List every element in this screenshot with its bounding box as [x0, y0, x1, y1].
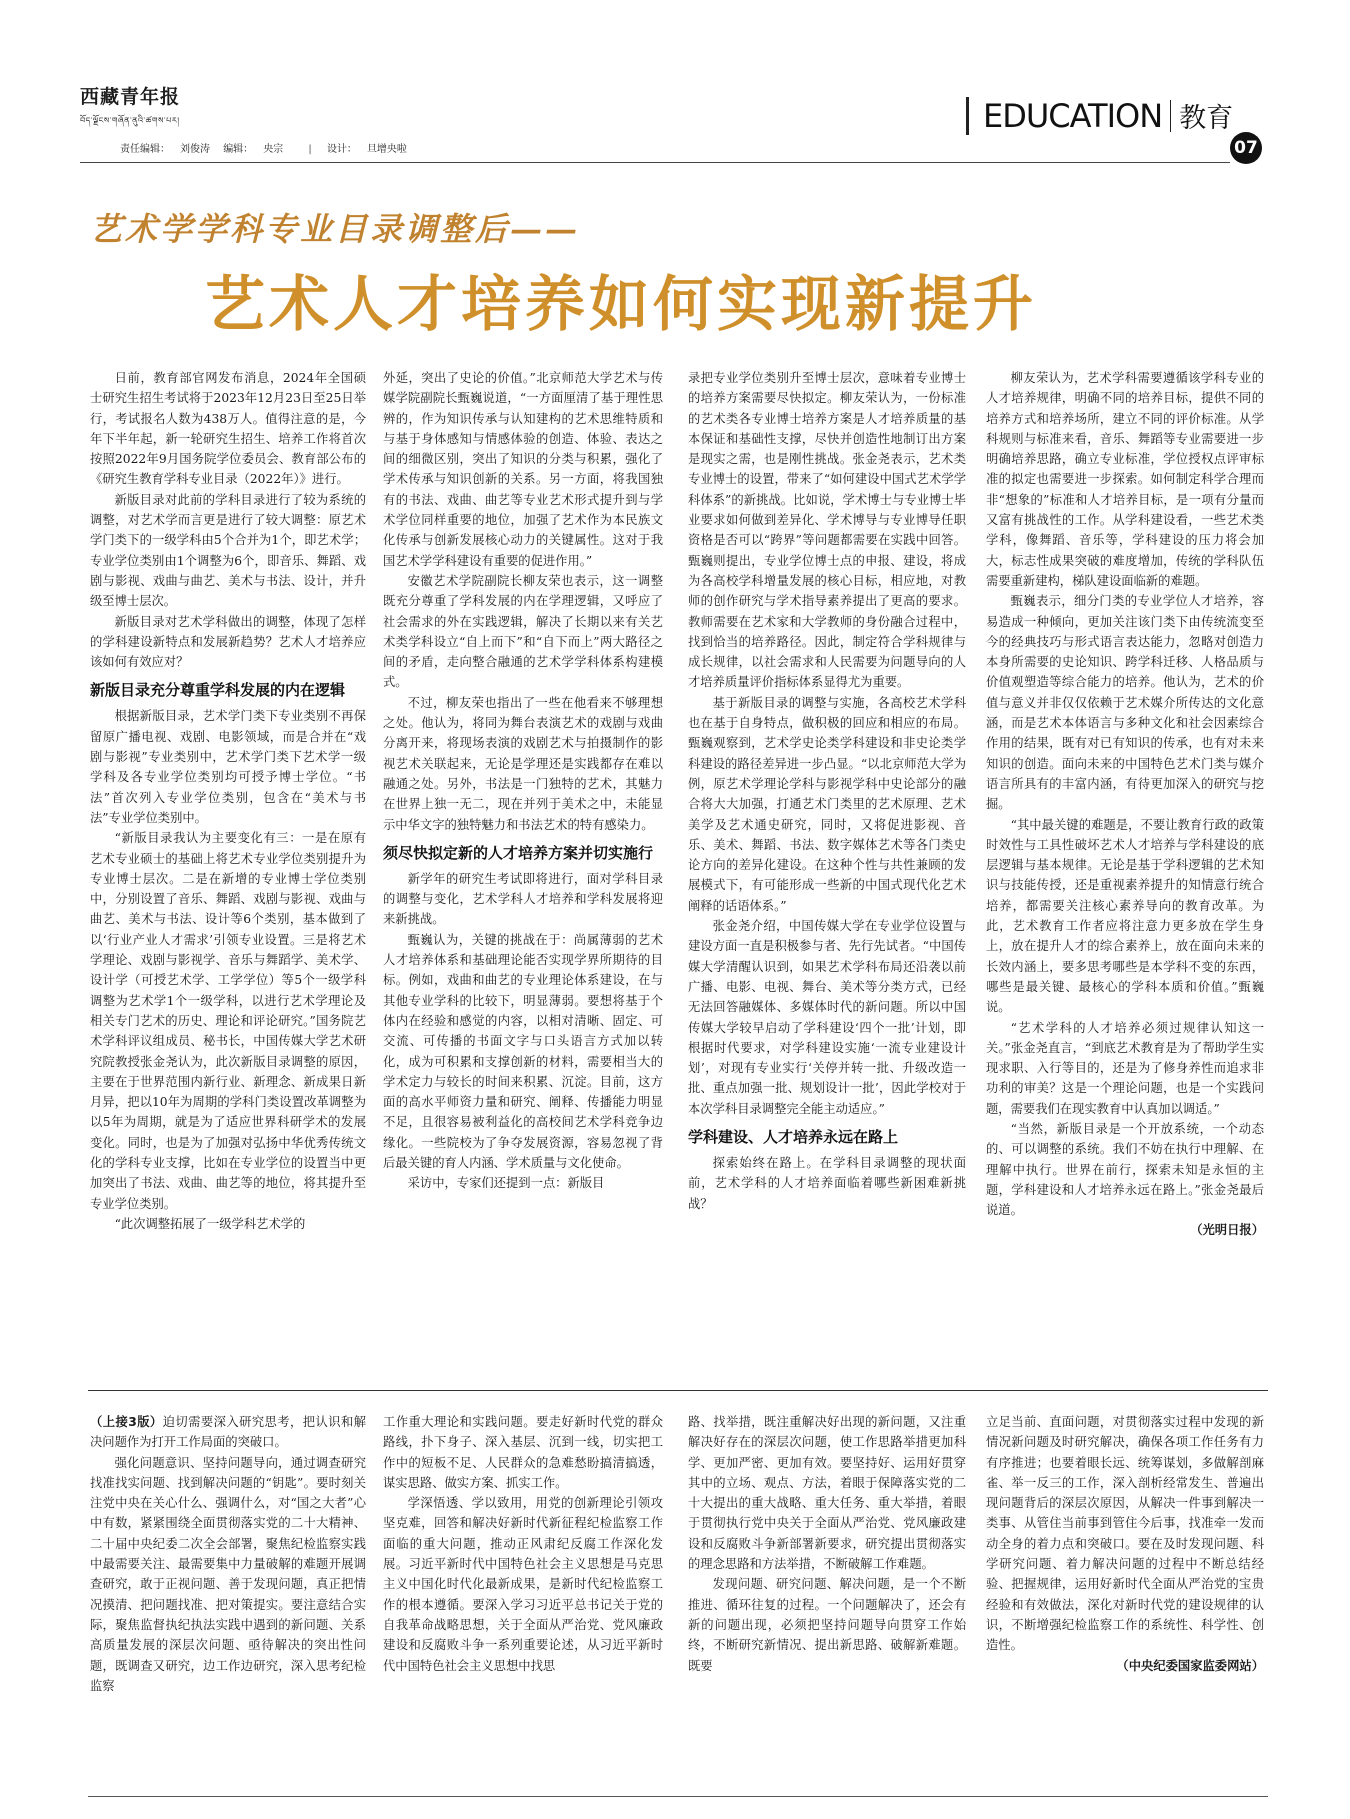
copy-editor-name: 央宗	[263, 144, 284, 155]
subheading: 须尽快拟定新的人才培养方案并切实施行	[383, 843, 654, 862]
copy-editor-label: 编辑：	[223, 144, 254, 155]
newspaper-name: 西藏青年报	[80, 86, 181, 108]
subheading: 学科建设、人才培养永远在路上	[688, 1127, 899, 1146]
paragraph: 学深悟透、学以致用，用党的创新理论引领攻坚克难，回答和解决好新时代新征程纪检监察工作面临的重大问题，推动正风肃纪反腐工作深化发展。习近平新时代中国特色社会主义思想是马克思主义中国化时代化最新成果，是新时代纪检监察工作的根本遵循。要深入学习习近平总书记关于党的自我革命战略思想，关于全面从严治党、党风廉政建设和反腐败斗争一系列重要论述，从习近平新时代中国特色社会主义思想中找思	[383, 1496, 663, 1673]
paragraph: 不过，柳友荣也指出了一些在他看来不够理想之处。他认为，将同为舞台表演艺术的戏剧与戏曲分离开来，将现场表演的戏剧艺术与拍摄制作的影视艺术关联起来，无论是学理还是实践都存在难以融通之处。另外，书法是一门独特的艺术，其魅力在世界上独一无二，现在并列于美术之中，未能显示中华文字的独特魅力和书法艺术的特有感染力。	[383, 695, 663, 832]
paragraph: 基于新版目录的调整与实施，各高校艺术学科也在基于自身特点，做积极的回应和相应的布局。甄巍观察到，艺术学史论类学科建设和非史论类学科建设的路径差异进一步凸显。“以北京师范大学为例，原艺术学理论学科与影视学科中史论部分的融合将大大加强，打通艺术门类里的艺术原理、艺术美学及艺术通史研究，同时，又将促进影视、音乐、美术、舞蹈、书法、数字媒体艺术等各门类史论方向的差异化建设。在这种个性与共性兼顾的发展模式下，有可能形成一些新的中国式现代化艺术阐释的话语体系。”	[688, 695, 966, 913]
article1-source: （光明日报）	[1190, 1223, 1264, 1238]
article1-column-2	[383, 368, 663, 1358]
paragraph-text: 迫切需要深入研究思考，把认识和解决问题作为打开工作局面的突破口。	[90, 1415, 366, 1450]
masthead	[80, 82, 230, 134]
paragraph: 柳友荣认为，艺术学科需要遵循该学科专业的人才培养规律，明确不同的培养目标，提供不同的培养方式和培养场所，建立不同的评价标准。从学科规则与标准来看，音乐、舞蹈等专业需要进一步明确培养思路，确立专业标准，学位授权点评审标准的拟定也需要进一步探索。如何制定科学合理而非“想象的”标准和人才培养目标，是一项有分量而又富有挑战性的工作。从学科建设看，一些艺术类学科，像舞蹈、音乐等，学科建设的压力将会加大，标志性成果突破的难度增加，传统的学科队伍需要重新建构，梯队建设面临新的难题。	[986, 371, 1264, 588]
paragraph: 新学年的研究生考试即将进行，面对学科目录的调整与变化，艺术学科人才培养和学科发展将迎来新挑战。	[383, 871, 663, 927]
paragraph: 录把专业学位类别升至博士层次，意味着专业博士的培养方案需要尽快拟定。柳友荣认为，一份标准的艺术类各专业博士培养方案是人才培养质量的基本保证和基础性支撑，尽快并创造性地制订出方案是现实之需，也是刚性挑战。张金尧表示，艺术类专业博士的设置，带来了“如何建设中国式艺术学学科体系”的新挑战。比如说，学术博士与专业博士毕业要求如何做到差异化、学术博导与专业博导任职资格是否可以“跨界”等问题都需要在实践中回答。甄巍则提出，专业学位博士点的申报、建设，将成为各高校学科增量发展的核心目标，相应地，对教师的创作研究与学术指导素养提出了更高的要求。教师需要在艺术家和大学教师的身份融合过程中，找到恰当的培养路径。因此，制定符合学科规律与成长规律，以社会需求和人民需要为问题导向的人才培养质量评价指标体系显得尤为重要。	[688, 371, 966, 690]
designer-name: 旦增央啦	[366, 144, 407, 155]
page-number-badge: 07	[1230, 132, 1262, 164]
section-rule	[966, 97, 969, 135]
editor-label: 责任编辑：	[120, 144, 170, 155]
paragraph: “艺术学科的人才培养必须过规律认知这一关。”张金尧直言，“到底艺术教育是为了帮助学生实现求职、入行等目的，还是为了修身养性而追求非功利的审美？这是一个理论问题，也是一个实践问题，需要我们在现实教育中认真加以调适。”	[986, 1020, 1264, 1116]
paragraph: 新版目录对艺术学科做出的调整，体现了怎样的学科建设新特点和发展新趋势？艺术人才培养应该如何有效应对？	[90, 614, 366, 670]
editor-name: 刘俊涛	[180, 144, 210, 155]
article1-column-1	[90, 368, 366, 1358]
paragraph	[90, 1412, 366, 1453]
paragraph: 张金尧介绍，中国传媒大学在专业学位设置与建设方面一直是积极参与者、先行先试者。“中国传媒大学清醒认识到，如果艺术学科布局还沿袭以前广播、电影、电视、舞台、美术等分类方式，已经无法回答融媒体、多媒体时代的新问题。所以中国传媒大学较早启动了学科建设‘四个一批’计划，即根据时代要求，对学科建设实施‘一流专业建设计划’，对现有专业实行‘关停并转一批、升级改造一批、重点加强一批、规划设计一批’，因此学校对于本次学科目录调整完全能主动适应。”	[688, 919, 966, 1116]
section-title-chinese: 教育	[1179, 103, 1234, 134]
header-rule	[80, 162, 1230, 163]
paragraph: “此次调整拓展了一级学科艺术学的	[114, 1216, 306, 1231]
article-headline: 艺术人才培养如何实现新提升	[205, 270, 1037, 340]
article1-column-3	[688, 368, 966, 1358]
paragraph: “其中最关键的难题是，不要让教育行政的政策时效性与工具性破坏艺术人才培养与学科建设的底层逻辑与基本规律。无论是基于学科逻辑的艺术知识与技能传授，还是重视素养提升的知情意行统合培养，都需要关注核心素养导向的教育改革。为此，艺术教育工作者应将注意力更多放在学生身上，放在提升人才的综合素养上，放在面向未来的长效内涵上，要多思考哪些是本学科不变的东西，哪些是最关键、最核心的学科本质和价值。”甄巍说。	[986, 817, 1264, 1015]
paragraph: “当然，新版目录是一个开放系统，一个动态的、可以调整的系统。我们不妨在执行中理解、在理解中执行。世界在前行，探索未知是永恒的主题，学科建设和人才培养永远在路上。”张金尧最后说道。	[986, 1121, 1264, 1218]
section-title-english: EDUCATION	[983, 96, 1163, 135]
paragraph: 发现问题、研究问题、解决问题，是一个不断推进、循环往复的过程。一个问题解决了，还会有新的问题出现，必须把坚持问题导向贯穿工作始终，不断研究新情况、提出新思路、破解新难题。既要	[688, 1577, 966, 1673]
paragraph: 根据新版目录，艺术学门类下专业类别不再保留原广播电视、戏剧、电影领域，而是合并在“戏剧与影视”专业类别中，艺术学门类下艺术学一级学科及各专业学位类别均可授予博士学位。“书法”首次列入专业学位类别，包含在“美术与书法”专业学位类别中。	[90, 709, 366, 825]
newspaper-name-tibetan: བོད་ལྗོངས་གཞོན་ནུའི་ཚགས་པར།	[80, 116, 180, 125]
continued-from-label: （上接3版）	[90, 1415, 163, 1429]
article-divider	[88, 1390, 1268, 1391]
paragraph: 新版目录对此前的学科目录进行了较为系统的调整，对艺术学而言更是进行了较大调整：原艺术学门类下的一级学科由5个合并为1个，即艺术学；专业学位类别由1个调整为6个，即音乐、舞蹈、戏剧与影视、戏曲与曲艺、美术与书法、设计，并升级至博士层次。	[90, 492, 366, 609]
editor-credits	[120, 140, 417, 155]
article2-column-2	[383, 1412, 663, 1788]
paragraph: 工作重大理论和实践问题。要走好新时代党的群众路线，扑下身子、深入基层、沉到一线，切实把工作中的短板不足、人民群众的急难愁盼搞清搞透，谋实思路、做实方案、抓实工作。	[383, 1415, 663, 1490]
paragraph: 日前，教育部官网发布消息，2024年全国硕士研究生招生考试将于2023年12月23日至25日举行，考试报名人数为438万人。值得注意的是，今年下半年起，新一轮研究生招生、培养工作将首次按照2022年9月国务院学位委员会、教育部公布的《研究生教育学科专业目录（2022年）》进行。	[90, 371, 366, 487]
paragraph: “新版目录我认为主要变化有三：一是在原有艺术专业硕士的基础上将艺术专业学位类别提升为专业博士层次。二是在新增的专业博士学位类别中，分别设置了音乐、舞蹈、戏剧与影视、戏曲与曲艺、美术与书法、设计等6个类别，基本做到了以‘行业产业人才需求’引领专业设置。三是将艺术学理论、戏剧与影视学、音乐与舞蹈学、美术学、设计学（可授艺术学、工学学位）等5个一级学科调整为艺术学1个一级学科，以进行艺术学理论及相关专门艺术的历史、理论和评论研究。”国务院艺术学科评议组成员、秘书长，中国传媒大学艺术研究院教授张金尧认为，此次新版目录调整的原因，主要在于世界范围内新行业、新理念、新成果日新月异，把以10年为周期的学科门类设置改革调整为以5年为周期，就是为了适应世界科研学术的发展变化。同时，也是为了加强对弘扬中华优秀传统文化的学科专业支撑，比如在专业学位的设置当中更加突出了书法、戏曲、曲艺等的地位，将其提升至专业学位类别。	[90, 831, 366, 1211]
article2-column-3	[688, 1412, 966, 1788]
designer-label: 设计：	[326, 144, 357, 155]
paragraph: 外延，突出了史论的价值。”北京师范大学艺术与传媒学院副院长甄巍说道，“一方面厘清了基于理性思辨的，作为知识传承与认知建构的艺术思维特质和与基于身体感知与情感体验的创造、体验、表达之间的细微区别，突出了知识的分类与积累，强化了学术传承与知识创新的关系。另一方面，将我国独有的书法、戏曲、曲艺等专业艺术形式提升到与学术学位同样重要的地位，加强了艺术作为本民族文化传承与创新发展核心动力的关键属性。这对于我国艺术学学科建设有重要的促进作用。”	[383, 371, 663, 568]
paragraph: 采访中，专家们还提到一点：新版目	[407, 1176, 605, 1191]
subheading: 新版目录充分尊重学科发展的内在逻辑	[90, 681, 346, 700]
paragraph: 立足当前、直面问题，对贯彻落实过程中发现的新情况新问题及时研究解决，确保各项工作任务有力有序推进；也要着眼长远、统筹谋划，多做解剖麻雀、举一反三的工作，深入剖析经常发生、普遍出现问题背后的深层次原因，从解决一件事到解决一类事、从管住当前事到管住今后事，找准牵一发而动全身的着力点和突破口。要在及时发现问题、科学研究问题、着力解决问题的过程中不断总结经验、把握规律，运用好新时代全面从严治党的宝贵经验和有效做法，深化对新时代党的建设规律的认识，不断增强纪检监察工作的系统性、科学性、创造性。	[986, 1415, 1264, 1653]
paragraph: 路、找举措，既注重解决好出现的新问题，又注重解决好存在的深层次问题，使工作思路举措更加科学、更加严密、更加有效。要坚持好、运用好贯穿其中的立场、观点、方法，着眼于保障落实党的二十大提出的重大战略、重大任务、重大举措，着眼于贯彻执行党中央关于全面从严治党、党风廉政建设和反腐败斗争新部署新要求，研究提出贯彻落实的理念思路和方法举措，不断破解工作难题。	[688, 1415, 966, 1572]
credits-separator: |	[308, 144, 312, 155]
paragraph: 探索始终在路上。在学科目录调整的现状面前，艺术学科的人才培养面临着哪些新困难新挑战？	[688, 1155, 966, 1211]
footer-rule	[88, 1796, 1268, 1797]
article1-column-4	[986, 368, 1264, 1358]
paragraph: 安徽艺术学院副院长柳友荣也表示，这一调整既充分尊重了学科发展的内在学理逻辑，又呼应了社会需求的外在实践逻辑，解决了长期以来有关艺术类学科设立“自上而下”和“自下而上”两大路径之间的矛盾，走向整合融通的艺术学学科体系构建模式。	[383, 573, 663, 690]
article2-source: （中央纪委国家监委网站）	[1116, 1658, 1264, 1673]
article2-column-1	[90, 1412, 366, 1788]
article2-column-4	[986, 1412, 1264, 1788]
paragraph: 强化问题意识、坚持问题导向，通过调查研究找准找实问题、找到解决问题的“钥匙”。要时刻关注党中央在关心什么、强调什么，对“国之大者”心中有数，紧紧围绕全面贯彻落实党的二十大精神、二十届中央纪委二次全会部署，聚焦纪检监察实践中最需要关注、最需要集中力量破解的难题开展调查研究，敢于正视问题、善于发现问题，真正把情况摸清、把问题找准、把对策提实。要注意结合实际，聚焦监督执纪执法实践中遇到的新问题、关系高质量发展的深层次问题、亟待解决的突出性问题，既调查又研究，边工作边研究，深入思考纪检监察	[90, 1455, 366, 1693]
section-divider	[1170, 100, 1171, 132]
section-header	[966, 96, 1233, 135]
paragraph: 甄巍表示，细分门类的专业学位人才培养，容易造成一种倾向，更加关注该门类下由传统流变至今的经典技巧与形式语言表达能力，忽略对创造力本身所需要的史论知识、跨学科迁移、人格品质与价值观塑造等综合能力的培养。他认为，艺术的价值与意义并非仅仅依赖于艺术媒介所传达的文化意涵，而是艺术本体语言与多种文化和社会因素综合作用的结果，既有对已有知识的传承，也有对未来知识的创造。面向未来的中国特色艺术门类与媒介语言所具有的丰富内涵，有待更加深入的研究与挖掘。	[986, 594, 1264, 812]
paragraph: 甄巍认为，关键的挑战在于：尚属薄弱的艺术人才培养体系和基础理论能否实现学界所期待的目标。例如，戏曲和曲艺的专业理论体系建设，在与其他专业学科的比较下，明显薄弱。要想将基于个体内在经验和感觉的内容，以相对清晰、固定、可交流、可传播的书面文字与口头语言方式加以转化，成为可积累和支撑创新的材料，需要相当大的学术定力与较长的时间来积累、沉淀。目前，这方面的高水平师资力量和研究、阐释、传播能力明显不足，且很容易被利益化的高校间艺术学科竞争边缘化。一些院校为了争夺发展资源，容易忽视了背后最关键的育人内涵、学术质量与文化使命。	[383, 932, 663, 1170]
article-kicker: 艺术学学科专业目录调整后——	[90, 210, 581, 248]
